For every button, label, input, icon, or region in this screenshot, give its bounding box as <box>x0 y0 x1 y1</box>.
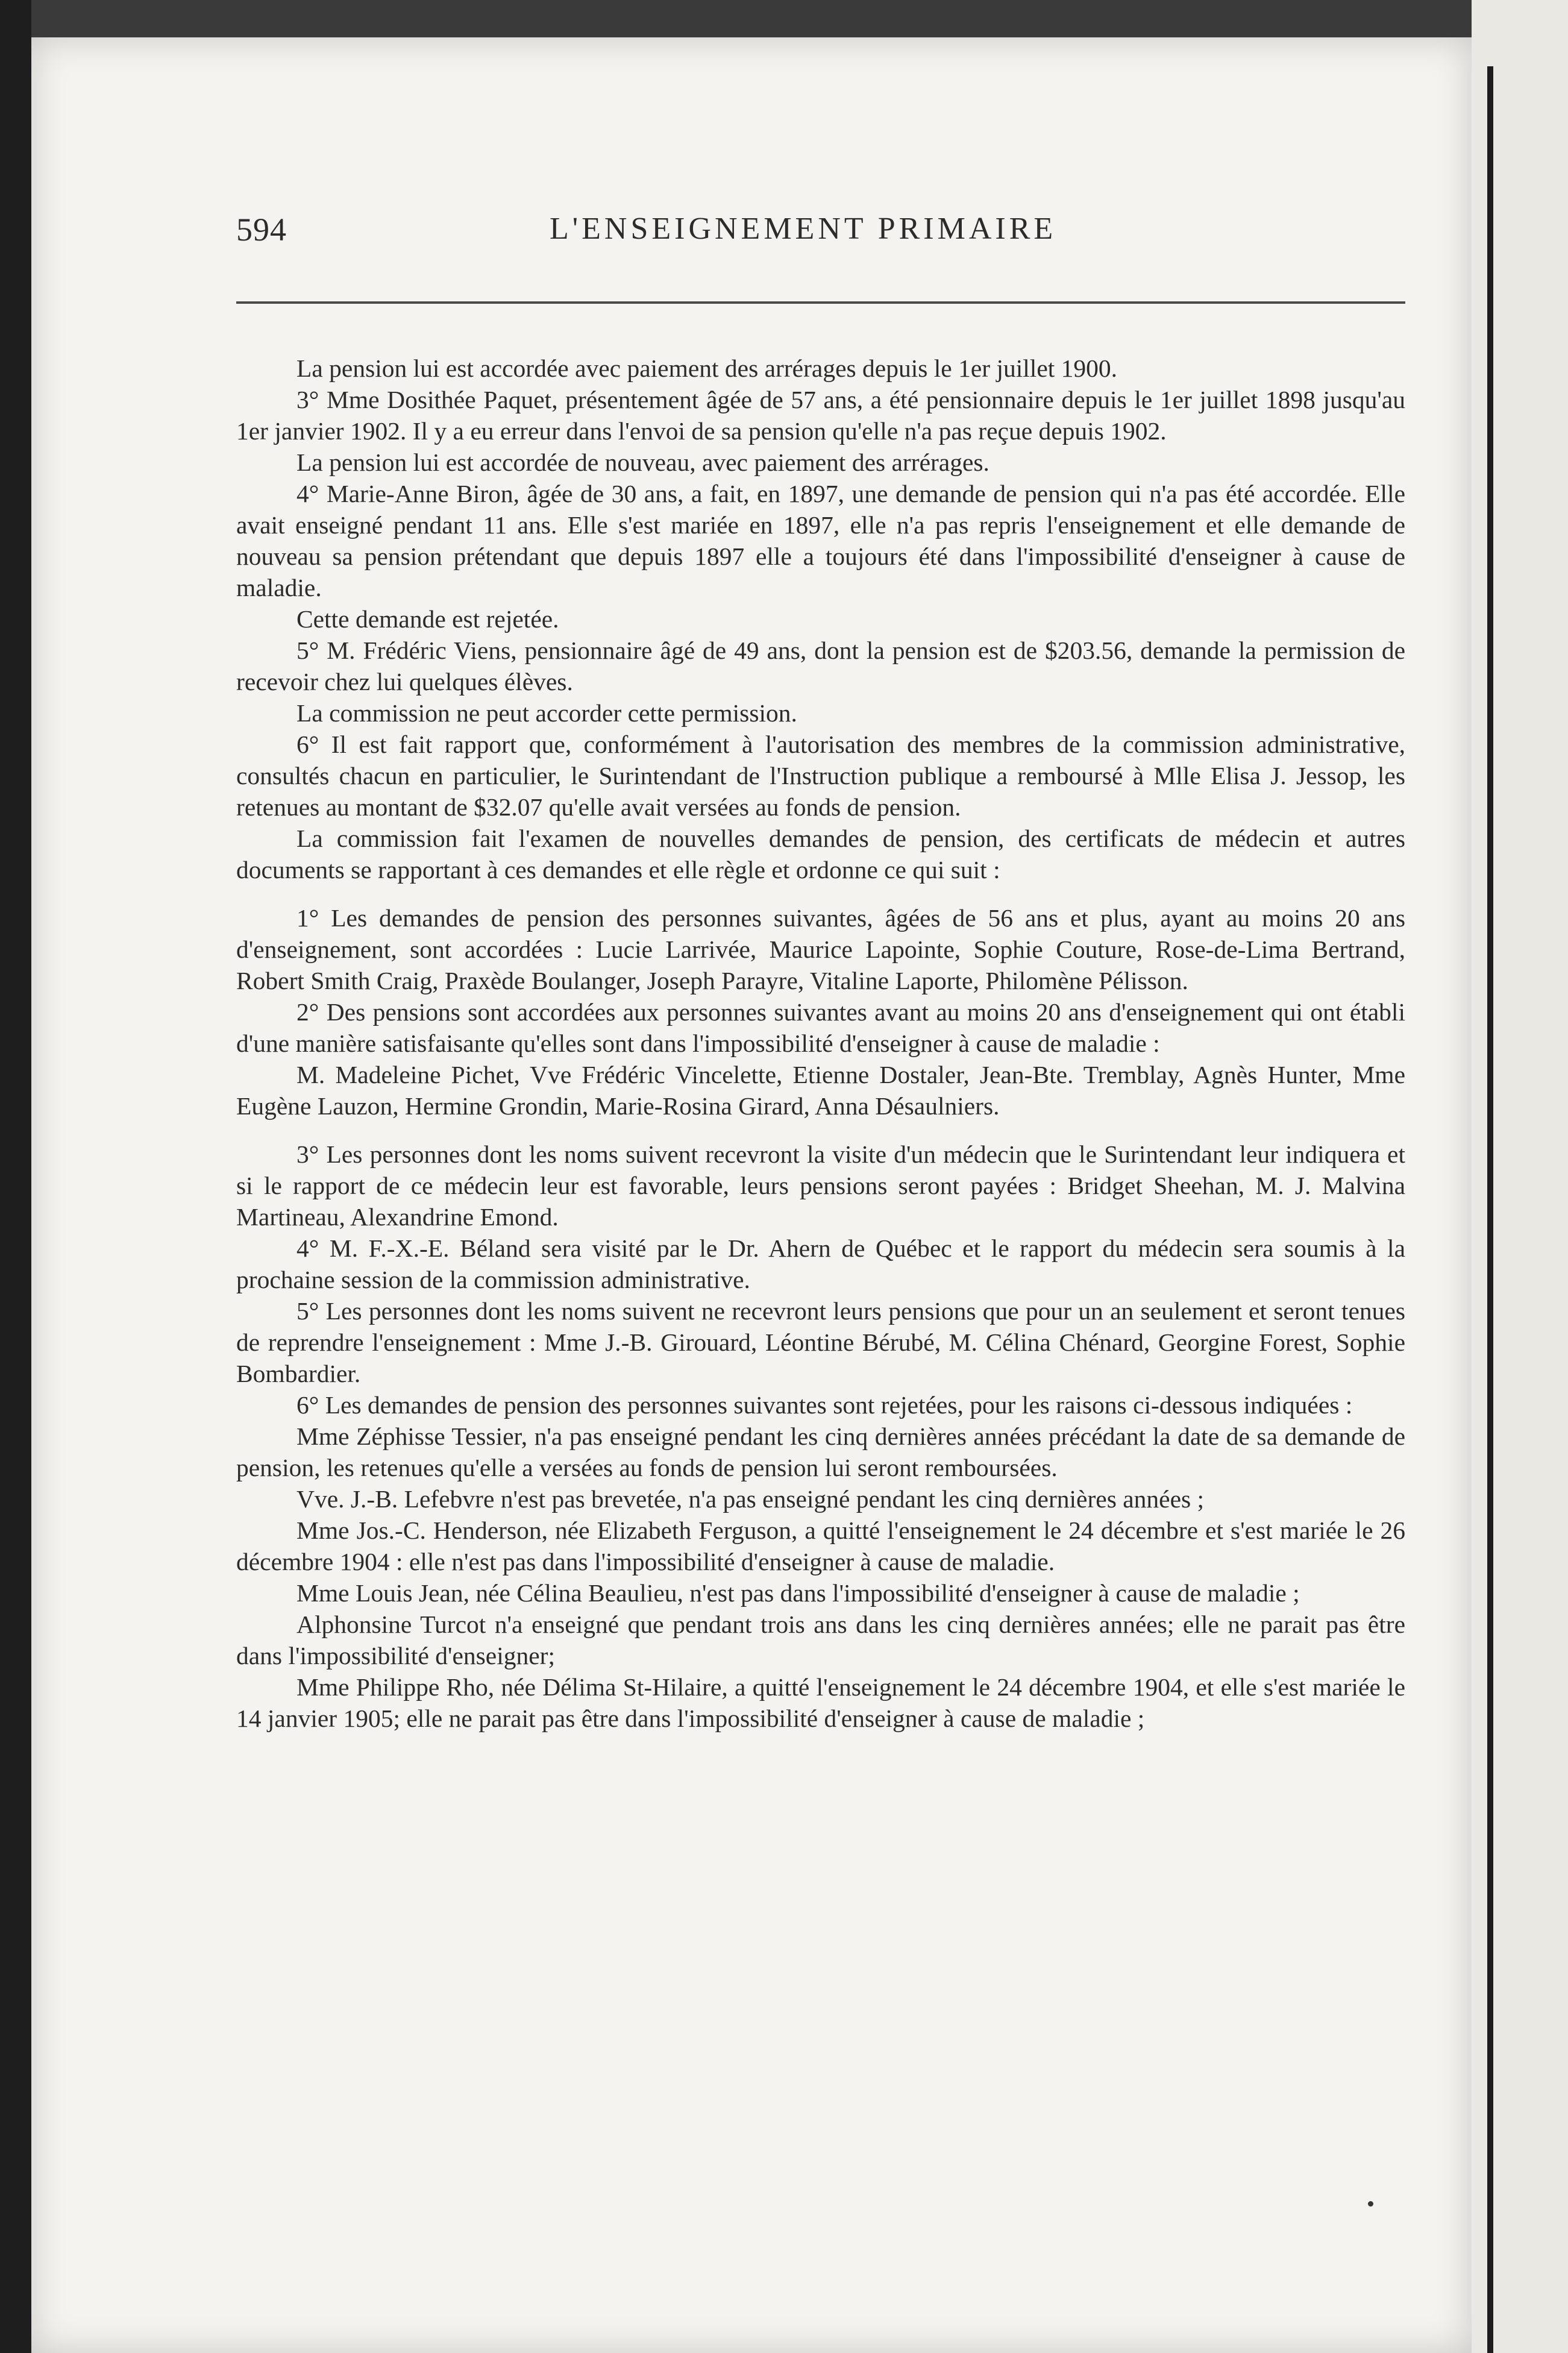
paragraph: 5° Les personnes dont les noms suivent ne recevront leurs pensions que pour un an seulement et seront tenues de reprendre l'enseignement : Mme J.-B. Girouard, Léontine Bérubé, M. Célina Chénard, Georgine Forest, Sophie Bombardier. <box>236 1297 1405 1387</box>
page-speck <box>1368 2201 1373 2207</box>
adjacent-page-gutter <box>1472 0 1568 2353</box>
paragraph: Mme Philippe Rho, née Délima St-Hilaire, a quitté l'enseignement le 24 décembre 1904, et elle s'est mariée le 14 janvier 1905; elle ne parait pas être dans l'impossibilité d'enseigner à cause de maladie ; <box>236 1673 1405 1732</box>
paragraph: M. Madeleine Pichet, Vve Frédéric Vincelette, Etienne Dostaler, Jean-Bte. Tremblay, Agnès Hunter, Mme Eugène Lauzon, Hermine Grondin, Marie-Rosina Girard, Anna Désaulniers. <box>236 1061 1405 1120</box>
paragraph: 3° Mme Dosithée Paquet, présentement âgée de 57 ans, a été pensionnaire depuis le 1er juillet 1898 jusqu'au 1er janvier 1902. Il y a eu erreur dans l'envoi de sa pension qu'elle n'a pas reçue depuis 1902. <box>236 386 1405 445</box>
paragraph: Mme Jos.-C. Henderson, née Elizabeth Ferguson, a quitté l'enseignement le 24 décembre et s'est mariée le 26 décembre 1904 : elle n'est pas dans l'impossibilité d'enseigner à cause de maladie. <box>236 1516 1405 1575</box>
paragraph: La pension lui est accordée de nouveau, avec paiement des arrérages. <box>296 448 989 476</box>
body-text <box>236 353 1405 1734</box>
page-header <box>236 211 1405 283</box>
paragraph: La pension lui est accordée avec paiement des arrérages depuis le 1er juillet 1900. <box>296 354 1118 382</box>
paragraph: La commission fait l'examen de nouvelles demandes de pension, des certificats de médecin et autres documents se rapportant à ces demandes et elle règle et ordonne ce qui suit : <box>236 825 1405 884</box>
running-title: L'ENSEIGNEMENT PRIMAIRE <box>550 212 1057 246</box>
paragraph: 5° M. Frédéric Viens, pensionnaire âgé de 49 ans, dont la pension est de $203.56, demande la permission de recevoir chez lui quelques élèves. <box>236 636 1405 696</box>
paragraph: Alphonsine Turcot n'a enseigné que pendant trois ans dans les cinq dernières années; elle ne parait pas être dans l'impossibilité d'enseigner; <box>236 1610 1405 1670</box>
paragraph: Vve. J.-B. Lefebvre n'est pas brevetée, n'a pas enseigné pendant les cinq dernières années ; <box>296 1485 1205 1513</box>
header-rule <box>236 301 1405 304</box>
page-binding-line <box>1487 66 1493 2353</box>
paragraph: 6° Il est fait rapport que, conformément à l'autorisation des membres de la commission administrative, consultés chacun en particulier, le Surintendant de l'Instruction publique a remboursé à Mlle Elisa J. Jessop, les retenues au montant de $32.07 qu'elle avait versées au fonds de pension. <box>236 730 1405 821</box>
paragraph: 2° Des pensions sont accordées aux personnes suivantes avant au moins 20 ans d'enseignement qui ont établi d'une manière satisfaisante qu'elles sont dans l'impossibilité d'enseigner à cause de maladie : <box>236 998 1405 1057</box>
paragraph: 3° Les personnes dont les noms suivent recevront la visite d'un médecin que le Surintendant leur indiquera et si le rapport de ce médecin leur est favorable, leurs pensions seront payées : Bridget Sheehan, M. J. Malvina Martineau, Alexandrine Emond. <box>236 1140 1405 1231</box>
paragraph: La commission ne peut accorder cette permission. <box>296 699 797 727</box>
paragraph: Mme Louis Jean, née Célina Beaulieu, n'est pas dans l'impossibilité d'enseigner à cause de maladie ; <box>296 1579 1300 1607</box>
paragraph: 1° Les demandes de pension des personnes suivantes, âgées de 56 ans et plus, ayant au moins 20 ans d'enseignement, sont accordées : Lucie Larrivée, Maurice Lapointe, Sophie Couture, Rose-de-Lima Bertrand, Robert Smith Craig, Praxède Boulanger, Joseph Parayre, Vitaline Laporte, Philomène Pélisson. <box>236 904 1405 994</box>
scan-left-edge <box>0 0 31 2353</box>
paragraph: Cette demande est rejetée. <box>296 605 559 633</box>
page-content <box>236 211 1405 1732</box>
paragraph: Mme Zéphisse Tessier, n'a pas enseigné pendant les cinq dernières années précédant la date de sa demande de pension, les retenues qu'elle a versées au fonds de pension lui seront remboursées. <box>236 1422 1405 1481</box>
page-number: 594 <box>236 212 287 248</box>
paragraph: 4° Marie-Anne Biron, âgée de 30 ans, a fait, en 1897, une demande de pension qui n'a pas été accordée. Elle avait enseigné pendant 11 ans. Elle s'est mariée en 1897, elle n'a pas repris l'enseignement et elle demande de nouveau sa pension prétendant que depuis 1897 elle a toujours été dans l'impossibilité d'enseigner à cause de maladie. <box>236 480 1405 602</box>
paragraph: 6° Les demandes de pension des personnes suivantes sont rejetées, pour les raisons ci-dessous indiquées : <box>296 1391 1353 1419</box>
paragraph: 4° M. F.-X.-E. Béland sera visité par le Dr. Ahern de Québec et le rapport du médecin sera soumis à la prochaine session de la commission administrative. <box>236 1234 1405 1293</box>
